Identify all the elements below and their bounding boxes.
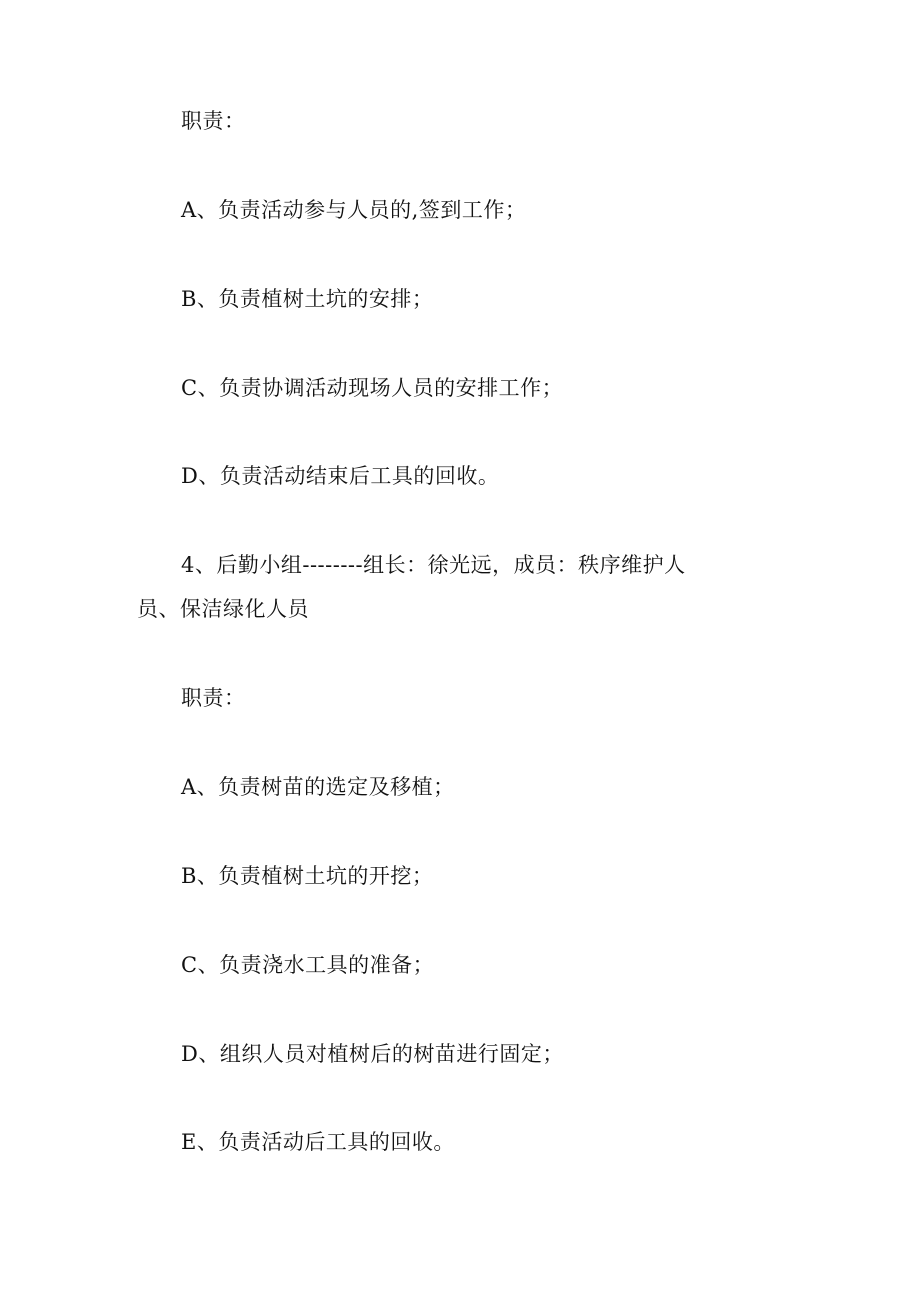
group-title-line: 4、后勤小组--------组长：徐光远，成员：秩序维护人 (181, 553, 686, 577)
duty-item: A、负责活动参与人员的,签到工作； (181, 198, 527, 222)
duty-item: E、负责活动后工具的回收。 (181, 1130, 455, 1154)
duty-item: B、负责植树土坑的安排； (181, 287, 434, 311)
duty-item: B、负责植树土坑的开挖； (181, 864, 434, 888)
duty-item: D、负责活动结束后工具的回收。 (181, 464, 500, 488)
duty-item: A、负责树苗的选定及移植； (181, 775, 455, 799)
section-heading: 职责： (181, 686, 246, 710)
group-title-continuation: 员、保洁绿化人员 (137, 597, 309, 621)
duty-item: C、负责浇水工具的准备； (181, 953, 435, 977)
duty-item: D、组织人员对植树后的树苗进行固定； (181, 1042, 564, 1066)
section-heading: 职责： (181, 109, 246, 133)
duty-item: C、负责协调活动现场人员的安排工作； (181, 376, 564, 400)
